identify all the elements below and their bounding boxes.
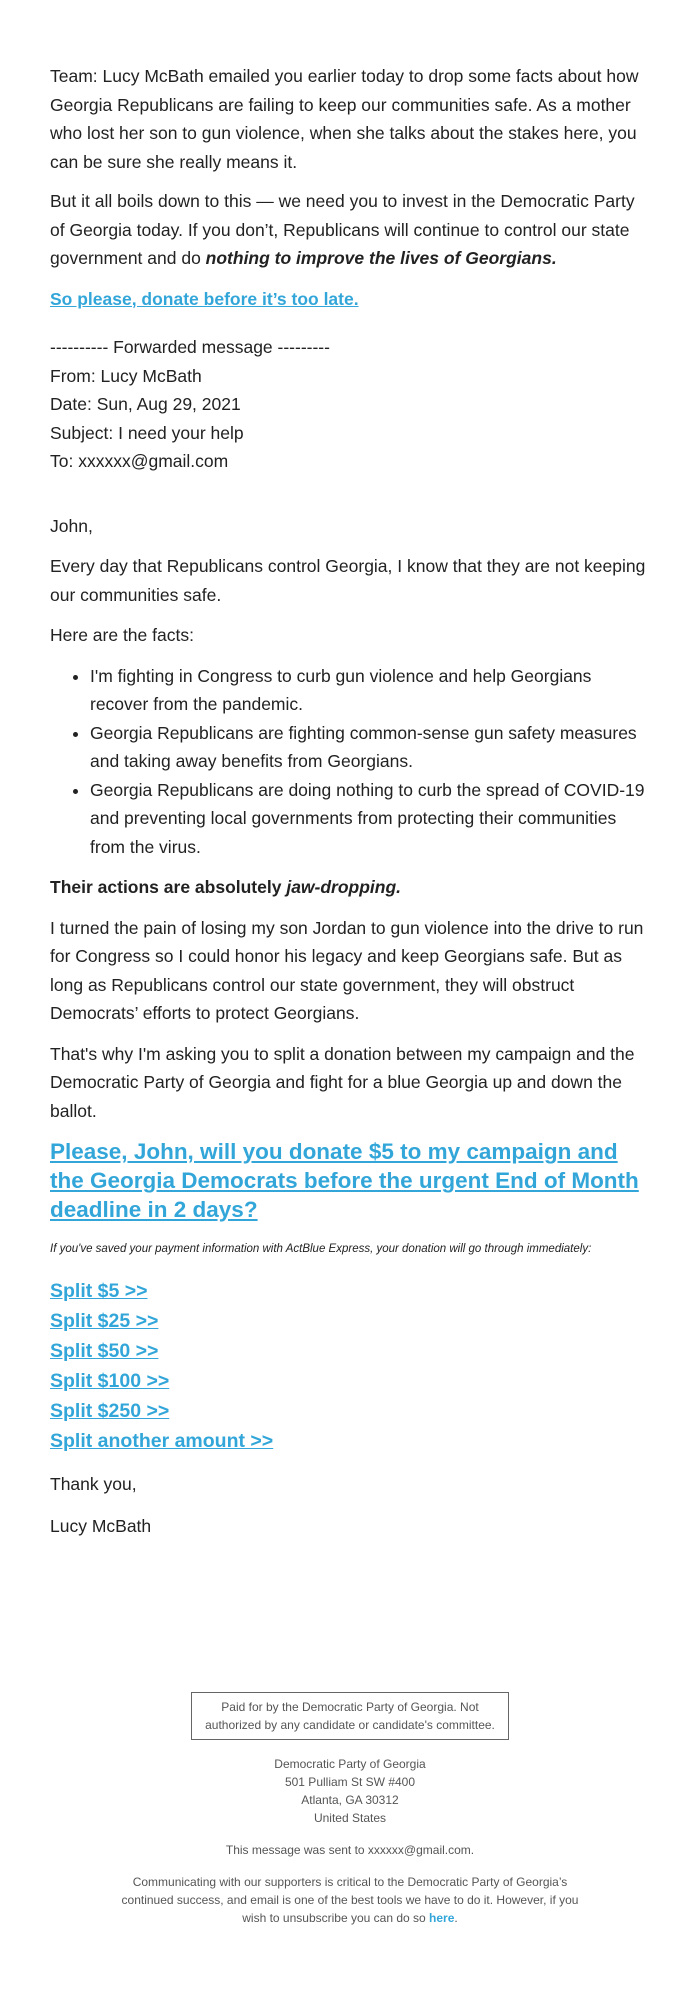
actions-statement	[50, 873, 650, 902]
sent-to-prefix: This message was sent to	[225, 1843, 368, 1857]
fact-item: • I'm fighting in Congress to curb gun violence and help Georgians recover from the pandemic.	[90, 662, 650, 719]
forwarded-to: To: xxxxxx@gmail.com	[50, 451, 229, 471]
letter-paragraph-1: Every day that Republicans control Georgia, I know that they are not keeping our communities safe.	[50, 556, 646, 605]
split-other-amount-link[interactable]: Split another amount >>	[50, 1430, 274, 1452]
donate-before-late-link[interactable]: So please, donate before it’s too late.	[50, 288, 359, 309]
letter-greeting: John,	[50, 515, 93, 536]
letter-paragraph-2: I turned the pain of losing my son Jordan to gun violence into the drive to run for Congress so I could honor his legacy and keep Georgians safe. But as long as Republicans control our state government, they will obstruct Democrats’ efforts to protect Georgians.	[50, 917, 644, 1023]
fact-item: • Georgia Republicans are fighting common-sense gun safety measures and taking away benefits from Georgians.	[90, 719, 650, 776]
paid-for-disclaimer: Paid for by the Democratic Party of Georgia. Not authorized by any candidate or candidate's committee.	[191, 1692, 509, 1740]
unsubscribe-link[interactable]: here	[429, 1911, 455, 1925]
sent-to-email: xxxxxx@gmail.com	[367, 1843, 471, 1857]
facts-intro: Here are the facts:	[50, 625, 194, 645]
email-body	[50, 62, 650, 1553]
unsubscribe-text: Communicating with our supporters is critical to the Democratic Party of Georgia’s continued success, and email is one of the best tools we have to do it. However, if you wish to unsubscribe you can do so	[121, 1875, 579, 1925]
closing: Thank you,	[50, 1474, 137, 1494]
actions-text: Their actions are absolutely	[50, 877, 287, 897]
actions-emphasis: jaw-dropping.	[286, 877, 402, 897]
address-city: Atlanta, GA 30312	[301, 1793, 399, 1807]
split-250-link[interactable]: Split $250 >>	[50, 1400, 170, 1422]
facts-list	[50, 662, 650, 862]
split-5-link[interactable]: Split $5 >>	[50, 1280, 148, 1302]
split-25-link[interactable]: Split $25 >>	[50, 1310, 159, 1332]
actblue-express-note: If you've saved your payment information with ActBlue Express, your donation will go through immediately:	[50, 1243, 592, 1255]
signature: Lucy McBath	[50, 1515, 152, 1536]
address-org: Democratic Party of Georgia	[274, 1757, 426, 1771]
address-street: 501 Pulliam St SW #400	[284, 1775, 416, 1789]
email-footer	[0, 1692, 700, 1927]
intro-invest-paragraph	[50, 187, 650, 273]
forwarded-divider: ---------- Forwarded message ---------	[50, 337, 330, 357]
donate-five-dollars-link[interactable]: Please, John, will you donate $5 to my campaign and the Georgia Democrats before the urgent End of Month deadline in 2 days?	[50, 1139, 639, 1222]
letter-paragraph-3: That's why I'm asking you to split a donation between my campaign and the Democratic Party of Georgia and fight for a blue Georgia up and down the ballot.	[50, 1043, 635, 1121]
address-country: United States	[313, 1811, 387, 1825]
mailing-address	[0, 1755, 700, 1827]
forwarded-message-header	[50, 333, 650, 476]
split-donation-links	[50, 1276, 650, 1456]
fact-item: • Georgia Republicans are doing nothing to curb the spread of COVID-19 and preventing local governments from protecting their communities from the virus.	[90, 776, 650, 862]
unsubscribe-notice	[120, 1873, 580, 1927]
sent-to-suffix: .	[470, 1843, 475, 1857]
forwarded-date: Date: Sun, Aug 29, 2021	[50, 394, 241, 414]
forwarded-subject: Subject: I need your help	[50, 422, 244, 443]
sent-to-notice	[0, 1841, 700, 1859]
intro-paragraph: Team: Lucy McBath emailed you earlier today to drop some facts about how Georgia Republicans are failing to keep our communities safe. As a mother who lost her son to gun violence, when she talks about the stakes here, you can be sure she really means it.	[50, 66, 639, 172]
intro-invest-emphasis: nothing to improve the lives of Georgians.	[205, 248, 557, 268]
split-100-link[interactable]: Split $100 >>	[50, 1370, 170, 1392]
intro-invest-text: But it all boils down to this — we need you to invest in the Democratic Party of Georgia today. If you don’t, Republicans will continue to control our state government and do	[50, 191, 635, 268]
forwarded-from: From: Lucy McBath	[50, 365, 202, 386]
split-50-link[interactable]: Split $50 >>	[50, 1340, 159, 1362]
unsubscribe-suffix: .	[454, 1911, 458, 1925]
